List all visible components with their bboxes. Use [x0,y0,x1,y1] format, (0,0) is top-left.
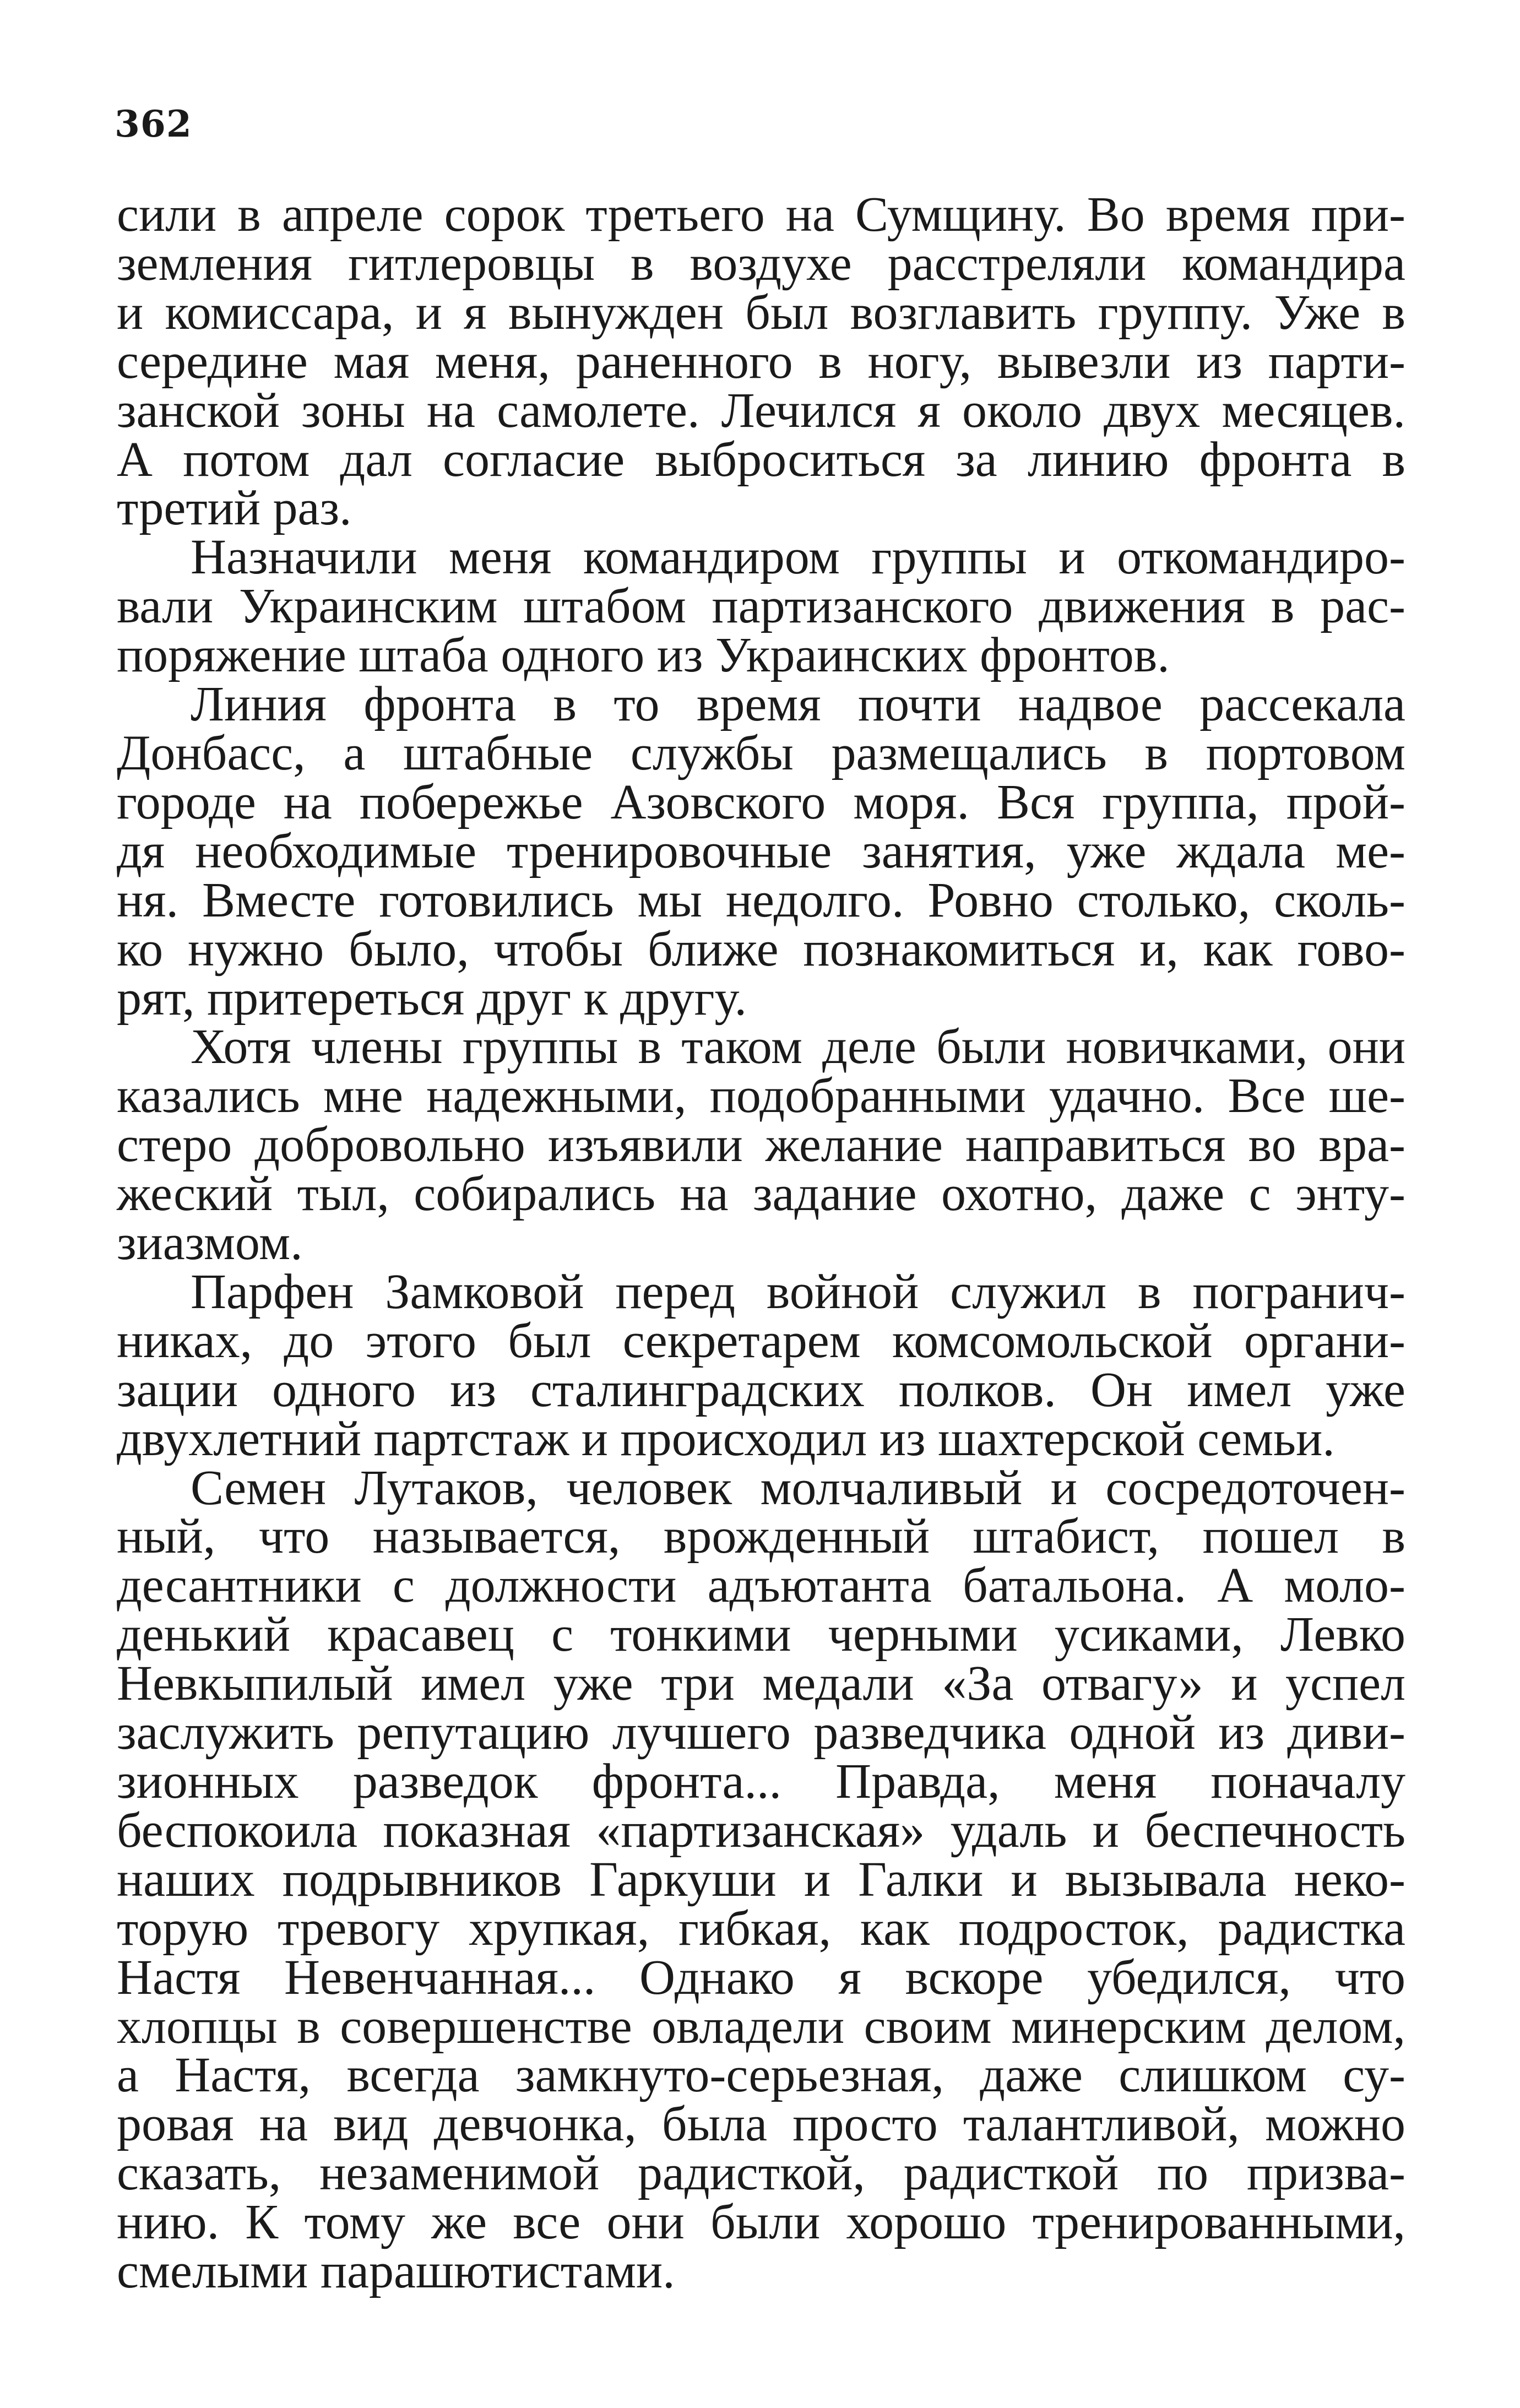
paragraph [117,677,1405,1026]
text-line: десантники с должности адъютанта батальона. А моло- [117,1558,1405,1613]
text-line: зации одного из сталинградских полков. Он имел уже [117,1362,1405,1417]
paragraph [117,187,1405,536]
text-line: Семен Лутаков, человек молчаливый и сосредоточен- [191,1460,1405,1515]
text-line: сказать, незаменимой радисткой, радисткой по призва- [117,2146,1405,2201]
text-line: наших подрывников Гаркуши и Галки и вызывала неко- [117,1852,1405,1907]
text-line: Линия фронта в то время почти надвое рассекала [191,677,1405,732]
text-line: середине мая меня, раненного в ногу, вывезли из парти- [117,334,1405,389]
text-line: заслужить репутацию лучшего разведчика одной из диви- [117,1705,1405,1760]
text-line: рят, притереться друг к другу. [117,970,747,1026]
text-line: никах, до этого был секретарем комсомольской органи- [117,1313,1405,1368]
text-line: городе на побережье Азовского моря. Вся группа, прой- [117,774,1405,829]
text-line: ня. Вместе готовились мы недолго. Ровно столько, сколь- [117,872,1405,928]
text-line: третий раз. [117,481,352,536]
text-line: нию. К тому же все они были хорошо тренированными, [117,2195,1405,2250]
paragraph [117,1460,1405,2299]
text-line: А потом дал согласие выброситься за линию фронта в [117,432,1405,487]
text-line: казались мне надежными, подобранными удачно. Все ше- [117,1069,1405,1124]
paragraph [117,530,1405,683]
text-line: а Настя, всегда замкнуто-серьезная, даже слишком су- [117,2048,1405,2103]
text-line: двухлетний партстаж и происходил из шахтерской семьи. [117,1411,1335,1466]
text-line: дя необходимые тренировочные занятия, уже ждала ме- [117,823,1405,878]
text-line: сили в апреле сорок третьего на Сумщину. Во время при- [117,187,1405,242]
text-line: торую тревогу хрупкая, гибкая, как подросток, радистка [117,1901,1405,1956]
text-line: смелыми парашютистами. [117,2244,675,2299]
text-line: ный, что называется, врожденный штабист, пошел в [117,1509,1405,1564]
text-line: Парфен Замковой перед войной служил в погранич- [191,1264,1405,1319]
text-line: Назначили меня командиром группы и откомандиро- [191,530,1405,585]
text-line: ко нужно было, чтобы ближе познакомиться и, как гово- [117,921,1405,977]
text-line: денький красавец с тонкими черными усиками, Левко [117,1607,1405,1662]
text-line: беспокоила показная «партизанская» удаль и беспечность [117,1803,1405,1858]
text-line: стеро добровольно изъявили желание направиться во вра- [117,1118,1405,1173]
text-line: земления гитлеровцы в воздухе расстреляли командира [117,236,1405,291]
text-line: поряжение штаба одного из Украинских фронтов. [117,628,1170,683]
text-line: жеский тыл, собирались на задание охотно, даже с энту- [117,1167,1405,1222]
text-line: хлопцы в совершенстве овладели своим минерским делом, [117,1999,1405,2054]
text-line: Хотя члены группы в таком деле были новичками, они [191,1019,1405,1075]
text-line: зионных разведок фронта... Правда, меня поначалу [117,1754,1405,1809]
text-line: и комиссара, и я вынужден был возглавить группу. Уже в [117,285,1405,340]
body-text [117,187,1405,2299]
text-line: занской зоны на самолете. Лечился я около двух месяцев. [117,383,1405,438]
text-line: зиазмом. [117,1216,303,1271]
page-number: 362 [115,102,192,145]
text-line: Невкыпилый имел уже три медали «За отвагу» и успел [117,1656,1405,1711]
paragraph [117,1264,1405,1466]
paragraph [117,1019,1405,1271]
text-line: Настя Невенчанная... Однако я вскоре убедился, что [117,1950,1405,2005]
text-line: Донбасс, а штабные службы размещались в портовом [117,725,1405,780]
text-line: ровая на вид девчонка, была просто талантливой, можно [117,2097,1405,2152]
text-line: вали Украинским штабом партизанского движения в рас- [117,579,1405,634]
